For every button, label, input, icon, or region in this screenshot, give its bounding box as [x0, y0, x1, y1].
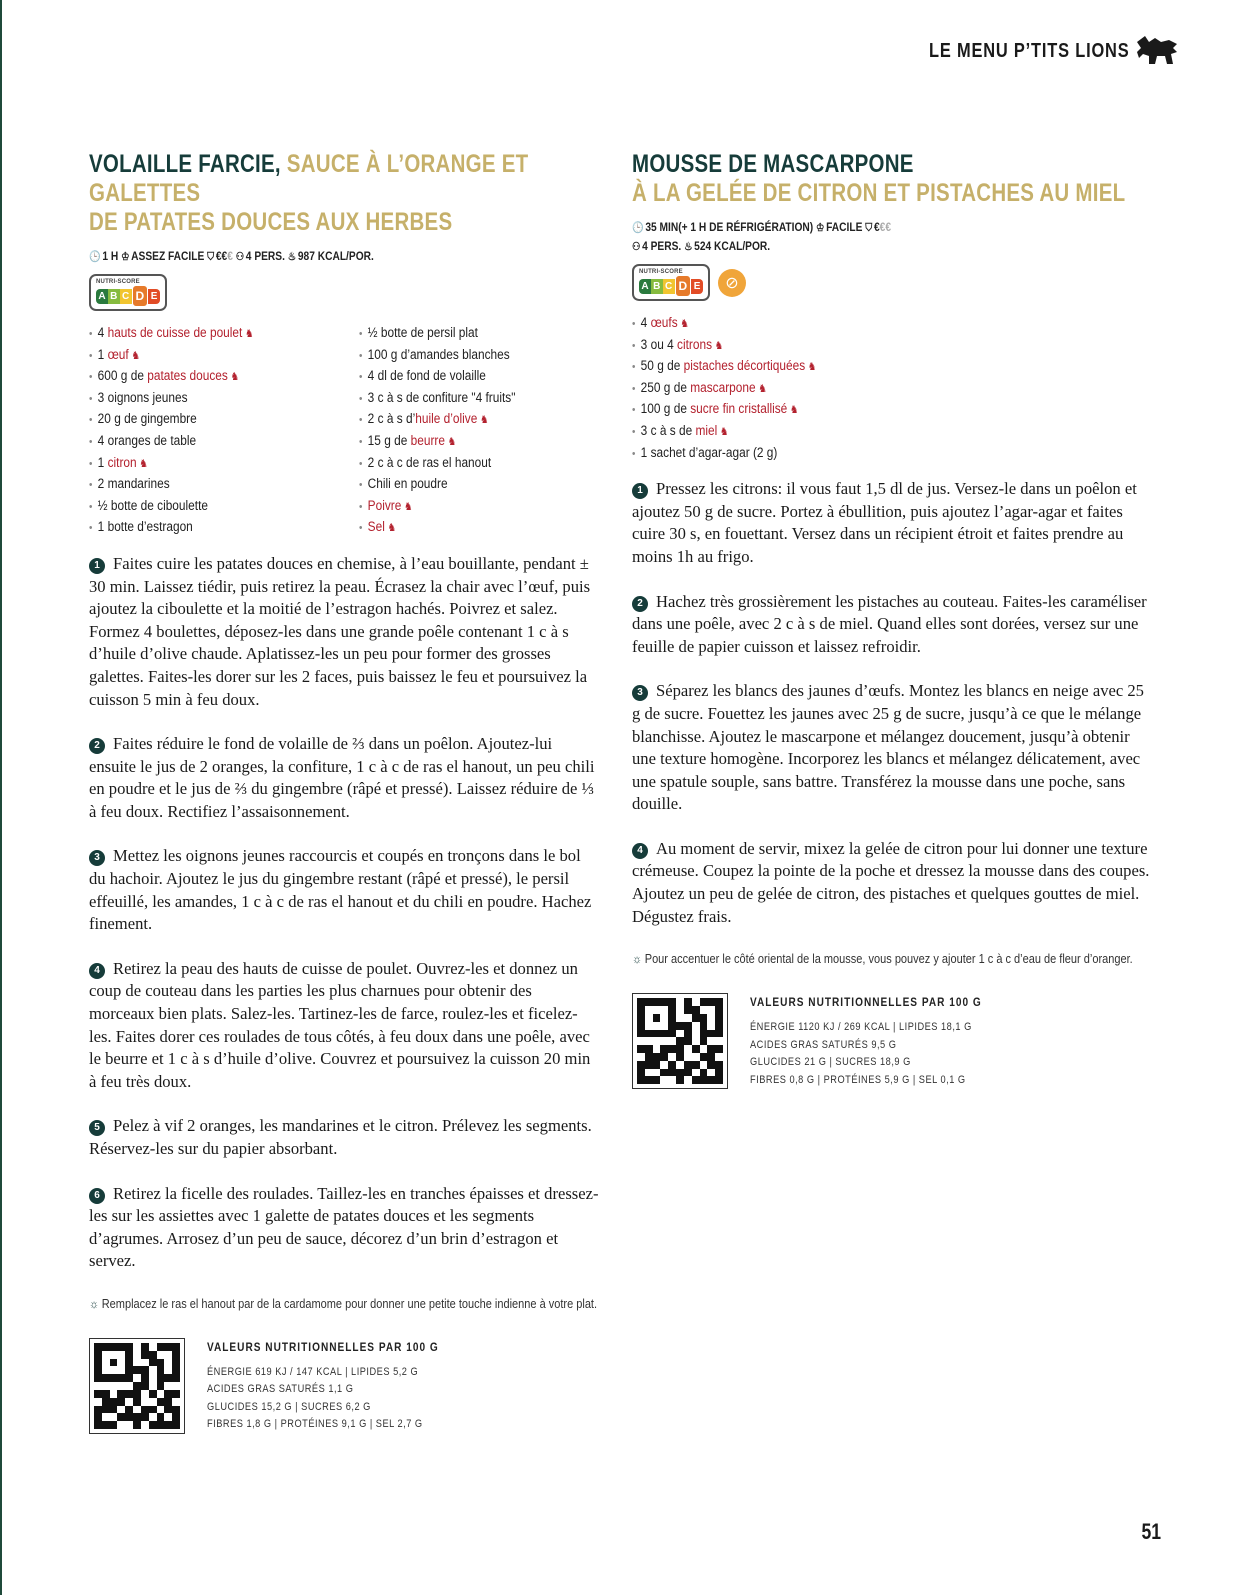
step-text: Pelez à vif 2 oranges, les mandarines et le citron. Prélevez les segments. Réservez-les sur du papier absorbant.	[89, 1116, 592, 1158]
step-text: Retirez la ficelle des roulades. Taillez-les en tranches épaisses et dressez-les sur les assiettes avec 1 galette de patates douces et les segments d’agrumes. Arrosez d’un peu de sauce, décorez d’un brin d’estragon et servez.	[89, 1183, 599, 1271]
lion-brand-icon: ♞	[131, 349, 141, 362]
basket-icon: ⛉	[207, 251, 215, 263]
ingredient-item: • ½ botte de ciboulette	[89, 496, 327, 518]
ingredients	[632, 313, 1152, 464]
tip	[89, 1295, 601, 1314]
ingredient-item: • 2 c à s d’huile d’olive ♞	[359, 409, 515, 431]
meta-price-dim: €€	[879, 220, 891, 234]
step-text: Pressez les citrons: il vous faut 1,5 dl de jus. Versez-le dans un poêlon et ajoutez 50 g de sucre. Portez à ébullition, puis ajoutez l’agar-agar et faites cuire 30 s, en fouettant. Versez dans un récipient étroit et faites prendre au moins 1h au frigo.	[632, 479, 1137, 566]
step-number: 4	[89, 963, 105, 979]
step-number: 5	[89, 1120, 105, 1136]
step-text: Mettez les oignons jeunes raccourcis et coupés en tronçons dans le bol du hachoir. Ajoutez le jus du gingembre restant (râpé et pressé), le persil effeuillé, les amandes, 1 c à c de ras el hanout et du chili en poudre. Hachez finement.	[89, 846, 592, 934]
meta-price: €	[873, 220, 880, 234]
tip-text: Remplacez le ras el hanout par de la cardamome pour donner une petite touche indienne à votre plat.	[101, 1296, 598, 1311]
page-header	[885, 34, 1179, 68]
ingredient-item: • 15 g de beurre ♞	[359, 431, 515, 453]
ingredient-item: • 4 dl de fond de volaille	[359, 366, 515, 388]
ingredient-brand-highlight: citrons	[677, 336, 713, 352]
qr-code[interactable]	[89, 1338, 185, 1434]
lion-brand-icon: ♞	[719, 425, 729, 438]
step-number: 4	[632, 843, 648, 859]
nutrition-line: FIBRES 0,8 G | PROTÉINES 5,9 G | SEL 0,1 G	[750, 1073, 966, 1086]
flame-icon: ♨	[684, 241, 693, 253]
nutrition-line: GLUCIDES 15,2 G | SUCRES 6,2 G	[207, 1400, 371, 1413]
ingredient-brand-highlight: sucre fin cristallisé	[690, 401, 788, 417]
title-main: MOUSSE DE MASCARPONE	[632, 150, 914, 178]
ingredient-item: • 2 c à c de ras el hanout	[359, 453, 515, 475]
basket-icon: ⛉	[865, 222, 873, 234]
meta-difficulty: FACILE	[826, 220, 863, 234]
step-paragraph	[89, 1115, 599, 1160]
recipe-meta	[632, 218, 1154, 256]
ingredient-brand-highlight: huile d’olive	[415, 411, 478, 427]
ingredient-brand-highlight: patates douces	[147, 368, 228, 384]
ingredient-brand-highlight: citron	[107, 454, 137, 470]
ingredient-item	[359, 517, 515, 539]
step-paragraph	[632, 591, 1152, 659]
lion-brand-icon: ♞	[714, 339, 724, 352]
lion-brand-icon: ♞	[758, 382, 767, 395]
title-sub: À LA GELÉE DE CITRON ET PISTACHES AU MIEL	[632, 179, 1126, 207]
clock-icon: 🕒	[89, 251, 101, 263]
step-number: 6	[89, 1188, 105, 1204]
ingredient-brand-highlight: œuf	[107, 346, 129, 362]
clock-icon: 🕒	[632, 222, 644, 234]
lion-brand-icon: ♞	[447, 435, 457, 448]
title-sub: SAUCE À L’ORANGE ET GALETTES	[89, 150, 529, 207]
ingredient-item: • 20 g de gingembre	[89, 409, 327, 431]
ingredient-item: • 4 oranges de table	[89, 431, 327, 453]
lion-brand-icon: ♞	[403, 500, 413, 513]
nutrition-line: GLUCIDES 21 G | SUCRES 18,9 G	[750, 1056, 911, 1069]
step-text: Hachez très grossièrement les pistaches au couteau. Faites-les caraméliser dans une poêle, avec 2 c à s de miel. Quand elles sont dorées, versez sur une feuille de papier cuisson et laissez refroidir.	[632, 591, 1147, 656]
nutri-score	[632, 264, 746, 301]
ingredient-item: • 2 mandarines	[89, 474, 327, 496]
lion-brand-icon: ♞	[139, 457, 148, 470]
ingredient-item: • 600 g de patates douces ♞	[89, 366, 327, 388]
meta-kcal: 524 KCAL/POR.	[694, 239, 771, 253]
ingredient-item: • 3 ou 4 citrons ♞	[632, 335, 816, 357]
recipe-right	[632, 150, 1152, 1089]
nutri-score	[89, 274, 167, 311]
lion-brand-icon: ♞	[680, 318, 689, 330]
title-main: VOLAILLE FARCIE,	[89, 150, 281, 178]
lion-brand-icon: ♞	[807, 361, 817, 374]
bulb-icon: ☼	[632, 952, 643, 967]
ingredient-brand-highlight: miel	[695, 422, 718, 438]
meta-price: €€	[215, 249, 228, 263]
nutrition-title: VALEURS NUTRITIONNELLES PAR 100 G	[750, 995, 982, 1010]
ingredient-item: • ½ botte de persil plat	[359, 323, 515, 345]
tip-text: Pour accentuer le côté oriental de la mousse, vous pouvez y ajouter 1 c à c d’eau de fleur d’oranger.	[644, 952, 1133, 967]
step-paragraph	[89, 845, 599, 935]
ingredient-item: • 100 g d’amandes blanches	[359, 345, 515, 367]
step-paragraph	[89, 553, 599, 711]
chef-hat-icon: ♔	[121, 251, 130, 263]
bulb-icon: ☼	[89, 1296, 100, 1311]
ingredients-col-1	[89, 323, 359, 539]
ingredient-item: • 250 g de mascarpone ♞	[632, 378, 816, 400]
step-number: 1	[89, 558, 105, 574]
recipe-title	[89, 150, 599, 237]
lion-brand-icon: ♞	[479, 414, 489, 427]
ingredient-item: • 1 sachet d’agar-agar (2 g)	[632, 443, 816, 465]
lion-brand-icon: ♞	[244, 328, 254, 340]
ingredient-item: • 1 botte d’estragon	[89, 517, 327, 539]
nutri-score-badge: NUTRI-SCORE A B C D E	[632, 264, 710, 301]
ingredient-item: • 4 hauts de cuisse de poulet ♞	[89, 323, 327, 345]
ingredient-item: • 4 œufs ♞	[632, 313, 816, 335]
chef-hat-icon: ♔	[816, 222, 825, 234]
ingredient-brand-highlight: hauts de cuisse de poulet	[107, 325, 243, 340]
ingredient-item	[359, 496, 515, 518]
nutrition-line: ACIDES GRAS SATURÉS 1,1 G	[207, 1383, 354, 1396]
recipe-left	[89, 150, 599, 1434]
meta-kcal: 987 KCAL/POR.	[297, 249, 374, 263]
persons-icon: ⚇	[235, 251, 245, 263]
ingredient-item: • 100 g de sucre fin cristallisé ♞	[632, 399, 816, 421]
gluten-free-icon: ⊘	[718, 269, 746, 297]
ingredient-item: • 50 g de pistaches décortiquées ♞	[632, 356, 816, 378]
ingredient-item: • 1 citron ♞	[89, 453, 327, 475]
meta-price-dim: €	[227, 249, 233, 263]
lion-brand-icon: ♞	[387, 522, 397, 535]
steps	[632, 478, 1152, 928]
persons-icon: ⚇	[632, 241, 641, 253]
meta-difficulty: ASSEZ FACILE	[131, 249, 205, 263]
nutrition-block	[89, 1338, 599, 1434]
ingredient-brand-highlight: œufs	[650, 315, 678, 330]
qr-code[interactable]	[632, 993, 728, 1089]
ingredient-item: • 1 œuf ♞	[89, 345, 327, 367]
ingredient-brand-highlight: mascarpone	[690, 379, 756, 395]
ingredient-brand-highlight: Sel	[367, 519, 385, 535]
section-title: LE MENU P’TITS LIONS	[928, 39, 1129, 62]
step-number: 2	[632, 596, 648, 612]
meta-time: 1 H	[102, 249, 119, 263]
nutrition-line: ÉNERGIE 619 KJ / 147 KCAL | LIPIDES 5,2 G	[207, 1365, 419, 1378]
step-text: Retirez la peau des hauts de cuisse de poulet. Ouvrez-les et donnez un coup de couteau dans les parties les plus charnues pour obtenir des morceaux bien plats. Salez-les. Tartinez-les de farce, roulez-les et ficelez-les. Faites dorer ces roulades de tous côtés, à feu doux dans une poêle, avec le beurre et 1 c à s d’huile d’olive. Couvrez et poursuivez la cuisson 20 min à feu très doux.	[89, 958, 591, 1091]
lion-brand-icon: ♞	[789, 404, 799, 417]
step-text: Faites réduire le fond de volaille de ⅔ dans un poêlon. Ajoutez-lui ensuite le jus de 2 oranges, la confiture, 1 c à c de ras el hanout, un peu chili en poudre et le jus de ⅔ du gingembre (râpé et pressé). Laissez réduire de ⅓ à feu doux. Rectifiez l’assaisonnement.	[89, 734, 595, 821]
lion-brand-icon: ♞	[230, 371, 240, 384]
step-number: 3	[632, 685, 648, 701]
ingredient-brand-highlight: Poivre	[367, 497, 402, 513]
meta-persons: 4 PERS.	[245, 249, 285, 263]
page-edge-rule	[0, 0, 2, 1595]
ingredient-item: • Chili en poudre	[359, 474, 515, 496]
tip	[632, 950, 1154, 969]
step-number: 2	[89, 738, 105, 754]
step-paragraph	[89, 733, 599, 823]
ingredient-brand-highlight: pistaches décortiquées	[683, 358, 806, 374]
step-text: Au moment de servir, mixez la gelée de citron pour lui donner une texture crémeuse. Coupez la pointe de la poche et dressez la mousse dans des coupes. Ajoutez un peu de gelée de citron, des pistaches et quelques gouttes de miel. Dégustez frais.	[632, 838, 1150, 926]
ingredient-item: • 3 c à s de miel ♞	[632, 421, 816, 443]
step-text: Séparez les blancs des jaunes d’œufs. Montez les blancs en neige avec 25 g de sucre. Fouettez les jaunes avec 25 g de sucre, jusqu’à ce que le mélange blanchisse. Ajoutez le mascarpone et mélangez doucement, jusqu’à obtenir une texture homogène. Incorporez les blancs et mélangez délicatement, avec une spatule souple, sans battre. Transférez la mousse dans une poche, sans douille.	[632, 681, 1144, 814]
step-paragraph	[89, 958, 599, 1094]
ingredient-brand-highlight: beurre	[410, 432, 445, 448]
meta-time: 35 MIN(+ 1 H DE RÉFRIGÉRATION)	[645, 220, 814, 234]
flame-icon: ♨	[287, 251, 297, 263]
page-number: 51	[1140, 1519, 1161, 1544]
nutrition-line: FIBRES 1,8 G | PROTÉINES 9,1 G | SEL 2,7 G	[207, 1418, 423, 1431]
step-paragraph	[632, 680, 1152, 816]
nutrition-block	[632, 993, 1152, 1089]
recipe-title	[632, 150, 1152, 208]
lion-logo-icon	[1135, 34, 1179, 68]
nutri-score-badge: NUTRI-SCORE A B C D E	[89, 274, 167, 311]
ingredients-col-2	[359, 323, 537, 539]
ingredients-col-1	[632, 313, 842, 464]
ingredient-item: • 3 c à s de confiture "4 fruits"	[359, 388, 515, 410]
ingredients	[89, 323, 599, 539]
step-number: 1	[632, 483, 648, 499]
nutrition-line: ÉNERGIE 1120 KJ / 269 KCAL | LIPIDES 18,1 G	[750, 1021, 972, 1034]
nutrition-line: ACIDES GRAS SATURÉS 9,5 G	[750, 1038, 897, 1051]
meta-persons: 4 PERS.	[642, 239, 682, 253]
step-paragraph	[632, 838, 1152, 928]
step-paragraph	[632, 478, 1152, 568]
steps	[89, 553, 599, 1273]
step-paragraph	[89, 1183, 599, 1273]
step-text: Faites cuire les patates douces en chemise, à l’eau bouillante, pendant ± 30 min. Laissez tiédir, puis retirez la peau. Écrasez la chair avec l’œuf, puis ajoutez la ciboulette et la moitié de l’estragon hachés. Poivrez et salez. Formez 4 boulettes, déposez-les dans une grande poêle contenant 1 c à s d’huile d’olive chaude. Aplatissez-les un peu pour former des grosses galettes. Faites-les dorer sur les 2 faces, puis baissez le feu et poursuivez la cuisson 5 min à feu doux.	[89, 553, 591, 709]
nutri-score-label: NUTRI-SCORE	[639, 269, 683, 275]
recipe-meta	[89, 247, 601, 266]
nutri-score-label: NUTRI-SCORE	[96, 279, 140, 285]
step-number: 3	[89, 850, 105, 866]
title-sub-2: DE PATATES DOUCES AUX HERBES	[89, 208, 453, 236]
nutrition-title: VALEURS NUTRITIONNELLES PAR 100 G	[207, 1339, 439, 1354]
ingredient-item: • 3 oignons jeunes	[89, 388, 327, 410]
